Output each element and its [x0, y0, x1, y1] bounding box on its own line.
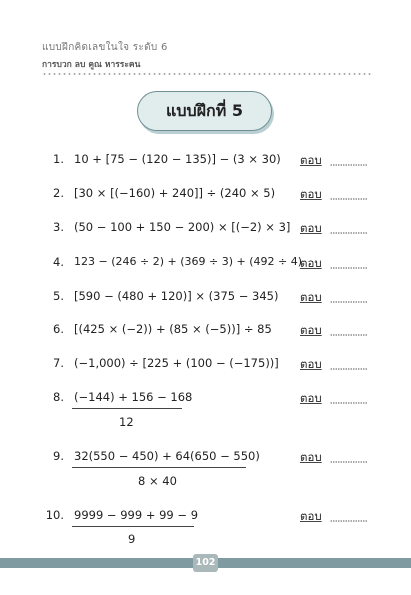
answer-blank[interactable] [330, 402, 368, 404]
answer-label: ตอบ [300, 290, 322, 304]
answer-label: ตอบ [300, 391, 322, 405]
exercise-title-pill [137, 91, 272, 131]
fraction-numerator: 32(550 − 450) + 64(650 − 550) [74, 449, 260, 463]
problem-9 [0, 449, 411, 494]
problem-number: 9. [53, 449, 64, 463]
problem-expression: 123 − (246 ÷ 2) + (369 ÷ 3) + (492 ÷ 4) [74, 255, 302, 268]
problem-number: 7. [53, 356, 64, 370]
answer-blank[interactable] [330, 520, 368, 522]
problem-number: 6. [53, 322, 64, 336]
problem-expression: (50 − 100 + 150 − 200) × [(−2) × 3] [74, 220, 291, 234]
problem-expression: [30 × [(−160) + 240]] ÷ (240 × 5) [74, 186, 276, 200]
problem-number: 10. [45, 508, 64, 522]
answer-label: ตอบ [300, 509, 322, 523]
problem-2 [0, 186, 411, 206]
dotted-divider [42, 73, 372, 75]
answer-blank[interactable] [330, 334, 368, 336]
header-title: แบบฝึกคิดเลขในใจ ระดับ 6 [42, 42, 168, 53]
problem-5 [0, 289, 411, 309]
problem-expression: [(425 × (−2)) + (85 × (−5))] ÷ 85 [74, 322, 272, 336]
answer-blank[interactable] [330, 267, 368, 269]
problem-8 [0, 390, 411, 435]
problem-10 [0, 508, 411, 553]
answer-blank[interactable] [330, 232, 368, 234]
page-number-badge [193, 554, 218, 572]
problem-number: 8. [53, 390, 64, 404]
problem-expression: (−1,000) ÷ [225 + (100 − (−175))] [74, 356, 279, 370]
problem-number: 4. [53, 255, 64, 269]
problem-number: 3. [53, 220, 64, 234]
problem-6 [0, 322, 411, 342]
problem-number: 5. [53, 289, 64, 303]
fraction-bar [72, 526, 194, 527]
problem-number: 1. [53, 152, 64, 166]
problem-7 [0, 356, 411, 376]
answer-blank[interactable] [330, 198, 368, 200]
answer-blank[interactable] [330, 368, 368, 370]
fraction-denominator: 12 [119, 415, 134, 429]
answer-label: ตอบ [300, 256, 322, 270]
answer-blank[interactable] [330, 164, 368, 166]
problem-4 [0, 255, 411, 275]
fraction-bar [72, 408, 182, 409]
problem-1 [0, 152, 411, 172]
fraction-denominator: 8 × 40 [138, 474, 177, 488]
answer-blank[interactable] [330, 301, 368, 303]
answer-label: ตอบ [300, 221, 322, 235]
fraction-bar [72, 467, 246, 468]
fraction-numerator: 9999 − 999 + 99 − 9 [74, 508, 199, 522]
answer-label: ตอบ [300, 187, 322, 201]
problem-number: 2. [53, 186, 64, 200]
problem-expression: [590 − (480 + 120)] × (375 − 345) [74, 289, 279, 303]
answer-blank[interactable] [330, 461, 368, 463]
problem-expression: 10 + [75 − (120 − 135)] − (3 × 30) [74, 152, 281, 166]
page-number: 102 [195, 557, 216, 568]
answer-label: ตอบ [300, 357, 322, 371]
fraction-denominator: 9 [128, 532, 136, 546]
fraction-numerator: (−144) + 156 − 168 [74, 390, 193, 404]
problem-3 [0, 220, 411, 240]
header-subtitle: การบวก ลบ คูณ หารระคน [42, 60, 141, 70]
answer-label: ตอบ [300, 450, 322, 464]
answer-label: ตอบ [300, 323, 322, 337]
answer-label: ตอบ [300, 153, 322, 167]
exercise-title: แบบฝึกที่ 5 [166, 101, 243, 120]
